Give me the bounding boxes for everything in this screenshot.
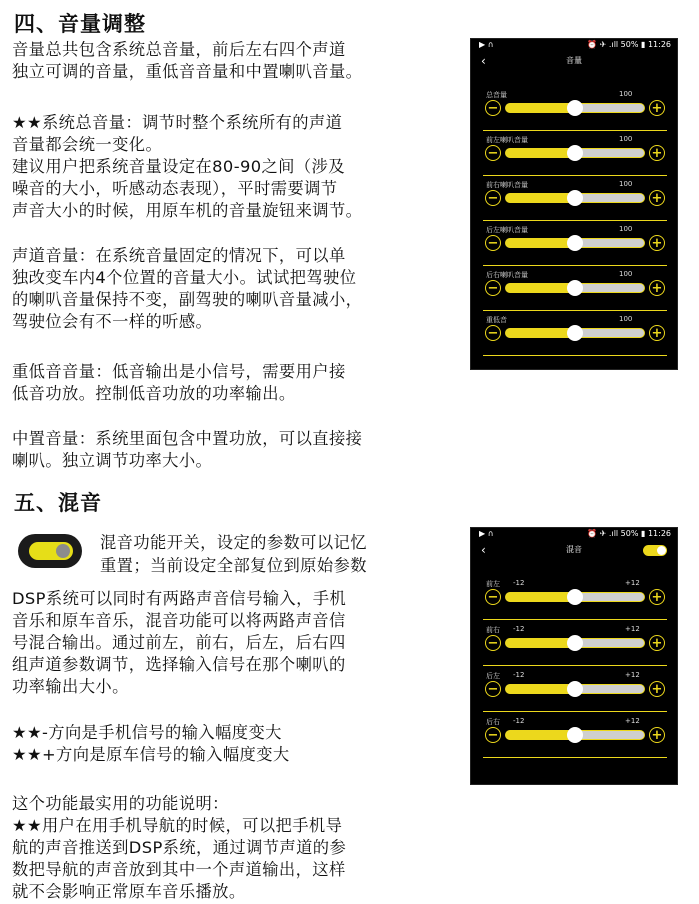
row-divider bbox=[483, 265, 667, 266]
volume-channel-row bbox=[483, 177, 667, 221]
section-heading-mix: 五、混音 bbox=[14, 491, 102, 515]
slider-fill bbox=[506, 593, 575, 601]
paragraph bbox=[12, 722, 290, 766]
slider-fill bbox=[506, 639, 575, 647]
status-left-icons: ▶ ∩ bbox=[479, 40, 494, 49]
screen-titlebar bbox=[471, 51, 677, 71]
decrease-button[interactable]: − bbox=[485, 635, 501, 651]
text-line: 音量都会统一变化。 bbox=[12, 135, 163, 154]
text-line: 的喇叭音量保持不变，副驾驶的喇叭音量减小， bbox=[12, 290, 363, 309]
volume-screen-screenshot bbox=[470, 38, 678, 370]
channel-label: 后右喇叭音量 bbox=[486, 271, 528, 279]
row-divider bbox=[483, 355, 667, 356]
text-line: 这个功能最实用的功能说明： bbox=[12, 794, 229, 813]
range-min-label: -12 bbox=[513, 625, 525, 633]
slider-fill bbox=[506, 149, 575, 157]
range-min-label: -12 bbox=[513, 579, 525, 587]
channel-label: 前左喇叭音量 bbox=[486, 136, 528, 144]
row-divider bbox=[483, 619, 667, 620]
section-heading-volume: 四、音量调整 bbox=[14, 12, 146, 36]
channel-label: 后右 bbox=[486, 718, 500, 726]
decrease-button[interactable]: − bbox=[485, 145, 501, 161]
text-line: 音量总共包含系统总音量，前后左右四个声道 bbox=[12, 40, 346, 59]
increase-button[interactable]: + bbox=[649, 235, 665, 251]
slider-thumb[interactable] bbox=[567, 727, 583, 743]
mix-channel-row bbox=[483, 714, 667, 758]
text-line: 建议用户把系统音量设定在80-90之间（涉及 bbox=[12, 157, 345, 176]
slider-thumb[interactable] bbox=[567, 681, 583, 697]
status-bar bbox=[471, 39, 677, 51]
text-line: 噪音的大小，听感动态表现），平时需要调节 bbox=[12, 179, 338, 198]
slider-thumb[interactable] bbox=[567, 325, 583, 341]
decrease-button[interactable]: − bbox=[485, 727, 501, 743]
slider-fill bbox=[506, 685, 575, 693]
volume-channel-row bbox=[483, 312, 667, 356]
text-line: 喇叭。独立调节功率大小。 bbox=[12, 451, 213, 470]
back-arrow-icon[interactable]: ‹ bbox=[481, 54, 486, 68]
text-line: 独改变车内4个位置的音量大小。试试把驾驶位 bbox=[12, 268, 357, 287]
channel-label: 前左 bbox=[486, 580, 500, 588]
channel-label: 后左 bbox=[486, 672, 500, 680]
toggle-desc-line: 混音功能开关，设定的参数可以记忆 bbox=[100, 533, 367, 552]
text-line: 中置音量：系统里面包含中置功放，可以直接接 bbox=[12, 429, 363, 448]
increase-button[interactable]: + bbox=[649, 145, 665, 161]
slider-thumb[interactable] bbox=[567, 190, 583, 206]
increase-button[interactable]: + bbox=[649, 190, 665, 206]
increase-button[interactable]: + bbox=[649, 635, 665, 651]
screen-titlebar bbox=[471, 540, 677, 560]
volume-value: 100 bbox=[619, 225, 633, 233]
slider-thumb[interactable] bbox=[567, 280, 583, 296]
mix-channel-row bbox=[483, 576, 667, 620]
status-bar bbox=[471, 528, 677, 540]
mix-screen-screenshot bbox=[470, 527, 678, 785]
slider-fill bbox=[506, 329, 575, 337]
text-line: 功率输出大小。 bbox=[12, 677, 129, 696]
row-divider bbox=[483, 175, 667, 176]
slider-fill bbox=[506, 284, 575, 292]
slider-thumb[interactable] bbox=[567, 145, 583, 161]
decrease-button[interactable]: − bbox=[485, 325, 501, 341]
channel-label: 重低音 bbox=[486, 316, 507, 324]
volume-value: 100 bbox=[619, 180, 633, 188]
status-right-icons: ⏰ ✈ .ıll 50% ▮ 11:26 bbox=[587, 529, 671, 538]
text-line: 组声道参数调节，选择输入信号在那个喇叭的 bbox=[12, 655, 346, 674]
slider-fill bbox=[506, 194, 575, 202]
slider-fill bbox=[506, 239, 575, 247]
paragraph bbox=[12, 112, 362, 222]
text-line: DSP系统可以同时有两路声音信号输入，手机 bbox=[12, 589, 347, 608]
text-line: 号混合输出。通过前左，前右，后左，后右四 bbox=[12, 633, 346, 652]
text-line: 声道音量：在系统音量固定的情况下，可以单 bbox=[12, 246, 346, 265]
status-right-icons: ⏰ ✈ .ıll 50% ▮ 11:26 bbox=[587, 40, 671, 49]
paragraph bbox=[12, 428, 362, 472]
volume-channel-row bbox=[483, 87, 667, 131]
text-line: 就不会影响正常原车音乐播放。 bbox=[12, 882, 246, 901]
text-line: 低音功放。控制低音功放的功率输出。 bbox=[12, 384, 296, 403]
slider-thumb[interactable] bbox=[567, 589, 583, 605]
text-line: 驾驶位会有不一样的听感。 bbox=[12, 312, 213, 331]
toggle-description bbox=[100, 531, 367, 577]
increase-button[interactable]: + bbox=[649, 325, 665, 341]
mix-toggle-icon bbox=[18, 534, 82, 568]
text-line: ★★-方向是手机信号的输入幅度变大 bbox=[12, 723, 282, 742]
paragraph bbox=[12, 245, 362, 333]
mix-toggle-switch[interactable] bbox=[643, 545, 667, 556]
screen-title: 混音 bbox=[566, 545, 582, 554]
text-line: 重低音音量：低音输出是小信号，需要用户接 bbox=[12, 362, 346, 381]
row-divider bbox=[483, 220, 667, 221]
row-divider bbox=[483, 310, 667, 311]
range-max-label: +12 bbox=[625, 579, 640, 587]
paragraph bbox=[12, 39, 362, 83]
decrease-button[interactable]: − bbox=[485, 589, 501, 605]
text-line: 声音大小的时候，用原车机的音量旋钮来调节。 bbox=[12, 201, 363, 220]
text-line: 数把导航的声音放到其中一个声道输出，这样 bbox=[12, 860, 346, 879]
decrease-button[interactable]: − bbox=[485, 100, 501, 116]
slider-fill bbox=[506, 731, 575, 739]
slider-thumb[interactable] bbox=[567, 235, 583, 251]
slider-fill bbox=[506, 104, 575, 112]
channel-label: 前右喇叭音量 bbox=[486, 181, 528, 189]
slider-thumb[interactable] bbox=[567, 635, 583, 651]
range-max-label: +12 bbox=[625, 625, 640, 633]
row-divider bbox=[483, 711, 667, 712]
range-max-label: +12 bbox=[625, 717, 640, 725]
range-min-label: -12 bbox=[513, 717, 525, 725]
paragraph bbox=[12, 361, 346, 405]
channel-label: 后左喇叭音量 bbox=[486, 226, 528, 234]
volume-channel-row bbox=[483, 132, 667, 176]
decrease-button[interactable]: − bbox=[485, 280, 501, 296]
back-arrow-icon[interactable]: ‹ bbox=[481, 543, 486, 557]
volume-channel-row bbox=[483, 222, 667, 266]
volume-channel-row bbox=[483, 267, 667, 311]
range-max-label: +12 bbox=[625, 671, 640, 679]
row-divider bbox=[483, 130, 667, 131]
channel-label: 前右 bbox=[486, 626, 500, 634]
text-line: 音乐和原车音乐，混音功能可以将两路声音信 bbox=[12, 611, 346, 630]
text-line: ★★+方向是原车信号的输入幅度变大 bbox=[12, 745, 290, 764]
paragraph bbox=[12, 793, 346, 903]
decrease-button[interactable]: − bbox=[485, 235, 501, 251]
row-divider bbox=[483, 757, 667, 758]
text-line: ★★系统总音量：调节时整个系统所有的声道 bbox=[12, 113, 343, 132]
slider-thumb[interactable] bbox=[567, 100, 583, 116]
text-line: ★★用户在用手机导航的时候，可以把手机导 bbox=[12, 816, 343, 835]
volume-value: 100 bbox=[619, 135, 633, 143]
screen-title: 音量 bbox=[566, 56, 582, 65]
increase-button[interactable]: + bbox=[649, 280, 665, 296]
text-line: 独立可调的音量，重低音音量和中置喇叭音量。 bbox=[12, 62, 363, 81]
increase-button[interactable]: + bbox=[649, 100, 665, 116]
toggle-desc-line: 重置；当前设定全部复位到原始参数 bbox=[100, 556, 367, 575]
increase-button[interactable]: + bbox=[649, 727, 665, 743]
decrease-button[interactable]: − bbox=[485, 681, 501, 697]
decrease-button[interactable]: − bbox=[485, 190, 501, 206]
mix-channel-row bbox=[483, 668, 667, 712]
text-line: 航的声音推送到DSP系统，通过调节声道的参 bbox=[12, 838, 347, 857]
increase-button[interactable]: + bbox=[649, 589, 665, 605]
volume-value: 100 bbox=[619, 270, 633, 278]
volume-value: 100 bbox=[619, 90, 633, 98]
volume-value: 100 bbox=[619, 315, 633, 323]
row-divider bbox=[483, 665, 667, 666]
range-min-label: -12 bbox=[513, 671, 525, 679]
channel-label: 总音量 bbox=[486, 91, 507, 99]
status-left-icons: ▶ ∩ bbox=[479, 529, 494, 538]
paragraph bbox=[12, 588, 346, 698]
mix-channel-row bbox=[483, 622, 667, 666]
increase-button[interactable]: + bbox=[649, 681, 665, 697]
